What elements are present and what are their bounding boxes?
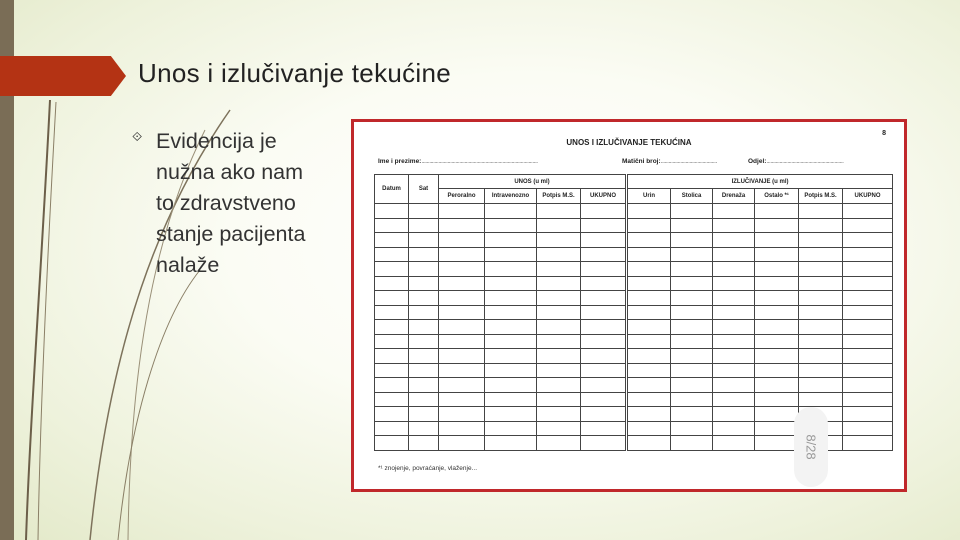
table-cell [627, 233, 671, 248]
table-cell [671, 392, 713, 407]
table-cell [671, 421, 713, 436]
table-cell [843, 392, 893, 407]
output-group-header: IZLUČIVANJE (u ml) [627, 175, 893, 189]
table-cell [485, 436, 537, 451]
table-cell [627, 320, 671, 335]
table-cell [843, 204, 893, 219]
col-output-stool: Stolica [671, 189, 713, 204]
table-cell [485, 349, 537, 364]
table-cell [713, 218, 755, 233]
table-cell [755, 247, 799, 262]
table-cell [627, 218, 671, 233]
table-cell [581, 407, 627, 422]
table-cell [713, 392, 755, 407]
table-cell [409, 247, 439, 262]
table-cell [375, 436, 409, 451]
title-accent-tab [0, 56, 126, 96]
table-cell [755, 291, 799, 306]
table-cell [671, 218, 713, 233]
table-cell [485, 233, 537, 248]
table-cell [799, 218, 843, 233]
intake-group-header: UNOS (u ml) [439, 175, 627, 189]
table-cell [713, 305, 755, 320]
table-cell [485, 291, 537, 306]
table-cell [581, 349, 627, 364]
table-cell [843, 320, 893, 335]
table-row [375, 363, 893, 378]
table-cell [755, 349, 799, 364]
table-cell [439, 363, 485, 378]
table-cell [581, 392, 627, 407]
table-cell [409, 421, 439, 436]
table-cell [843, 421, 893, 436]
table-cell [439, 262, 485, 277]
table-cell [843, 334, 893, 349]
table-cell [713, 378, 755, 393]
table-cell [627, 334, 671, 349]
table-cell [843, 363, 893, 378]
table-cell [375, 276, 409, 291]
table-cell [713, 421, 755, 436]
table-cell [799, 262, 843, 277]
table-cell [671, 320, 713, 335]
table-cell [485, 392, 537, 407]
table-cell [409, 305, 439, 320]
table-cell [409, 233, 439, 248]
table-cell [537, 291, 581, 306]
table-cell [755, 305, 799, 320]
table-cell [375, 218, 409, 233]
table-cell [713, 334, 755, 349]
table-cell [375, 407, 409, 422]
table-cell [581, 276, 627, 291]
table-cell [581, 305, 627, 320]
table-cell [843, 276, 893, 291]
table-row [375, 392, 893, 407]
table-cell [485, 363, 537, 378]
table-cell [671, 334, 713, 349]
table-cell [843, 218, 893, 233]
table-cell [537, 218, 581, 233]
table-cell [537, 363, 581, 378]
table-cell [843, 436, 893, 451]
table-row [375, 276, 893, 291]
table-cell [537, 204, 581, 219]
table-cell [537, 334, 581, 349]
table-cell [671, 291, 713, 306]
table-cell [713, 363, 755, 378]
table-cell [713, 262, 755, 277]
table-cell [755, 204, 799, 219]
table-row [375, 218, 893, 233]
table-cell [755, 218, 799, 233]
table-cell [627, 262, 671, 277]
table-cell [439, 247, 485, 262]
table-cell [671, 305, 713, 320]
table-cell [439, 233, 485, 248]
table-cell [713, 349, 755, 364]
table-row [375, 291, 893, 306]
table-cell [627, 421, 671, 436]
table-cell [581, 378, 627, 393]
table-cell [799, 378, 843, 393]
table-cell [537, 436, 581, 451]
col-output-signature: Potpis M.S. [799, 189, 843, 204]
id-field: Matični broj:........................................... [622, 158, 717, 165]
slide-title: Unos i izlučivanje tekućine [138, 58, 452, 88]
col-intake-signature: Potpis M.S. [537, 189, 581, 204]
table-cell [799, 392, 843, 407]
table-cell [485, 262, 537, 277]
table-cell [537, 320, 581, 335]
table-cell [671, 233, 713, 248]
col-output-urine: Urin [627, 189, 671, 204]
table-cell [375, 305, 409, 320]
table-cell [409, 291, 439, 306]
table-cell [409, 334, 439, 349]
table-cell [375, 421, 409, 436]
table-cell [439, 305, 485, 320]
table-cell [713, 291, 755, 306]
ward-label: Odjel: [748, 158, 767, 165]
col-intake-oral: Peroralno [439, 189, 485, 204]
table-cell [375, 392, 409, 407]
table-cell [485, 407, 537, 422]
table-cell [537, 392, 581, 407]
col-output-other: Ostalo *¹ [755, 189, 799, 204]
table-cell [755, 320, 799, 335]
table-cell [439, 276, 485, 291]
table-cell [439, 436, 485, 451]
table-cell [581, 204, 627, 219]
table-cell [537, 349, 581, 364]
table-cell [627, 349, 671, 364]
table-cell [713, 204, 755, 219]
table-cell [375, 378, 409, 393]
table-cell [627, 407, 671, 422]
table-cell [713, 233, 755, 248]
table-cell [713, 407, 755, 422]
col-time: Sat [409, 175, 439, 204]
bullet-text: Evidencija je nužna ako nam to zdravstveno stanje pacijenta nalaže [156, 129, 306, 277]
table-cell [799, 305, 843, 320]
table-cell [627, 392, 671, 407]
fluid-balance-form-image [351, 119, 907, 492]
table-cell [843, 407, 893, 422]
table-cell [843, 378, 893, 393]
page-indicator-label: 8/28 [803, 434, 819, 460]
table-cell [627, 204, 671, 219]
table-cell [375, 204, 409, 219]
table-cell [755, 276, 799, 291]
table-cell [671, 276, 713, 291]
col-output-drainage: Drenaža [713, 189, 755, 204]
table-cell [581, 436, 627, 451]
table-cell [439, 421, 485, 436]
table-cell [671, 204, 713, 219]
table-cell [799, 349, 843, 364]
table-cell [843, 247, 893, 262]
table-cell [485, 247, 537, 262]
table-cell [485, 276, 537, 291]
table-cell [627, 247, 671, 262]
table-cell [439, 291, 485, 306]
table-cell [671, 436, 713, 451]
table-cell [537, 421, 581, 436]
table-cell [843, 305, 893, 320]
table-row [375, 378, 893, 393]
table-row [375, 320, 893, 335]
table-cell [485, 334, 537, 349]
table-cell [843, 262, 893, 277]
table-cell [375, 262, 409, 277]
table-cell [671, 247, 713, 262]
table-cell [799, 233, 843, 248]
table-cell [581, 218, 627, 233]
table-cell [627, 305, 671, 320]
col-intake-total: UKUPNO [581, 189, 627, 204]
table-cell [799, 291, 843, 306]
table-cell [755, 378, 799, 393]
table-cell [439, 320, 485, 335]
table-cell [713, 247, 755, 262]
table-cell [537, 247, 581, 262]
table-cell [843, 349, 893, 364]
ward-field: Odjel:........................................................... [748, 158, 844, 165]
table-cell [485, 421, 537, 436]
form-page-number: 8 [882, 130, 886, 137]
table-cell [485, 305, 537, 320]
table-cell [843, 291, 893, 306]
table-cell [755, 363, 799, 378]
table-cell [375, 349, 409, 364]
table-cell [439, 218, 485, 233]
name-field: Ime i prezime:......................................................................................... [378, 158, 538, 165]
table-cell [409, 276, 439, 291]
name-label: Ime i prezime: [378, 158, 422, 165]
table-cell [799, 247, 843, 262]
table-cell [581, 291, 627, 306]
table-cell [375, 247, 409, 262]
table-cell [485, 218, 537, 233]
table-cell [537, 233, 581, 248]
table-cell [409, 320, 439, 335]
table-cell [409, 436, 439, 451]
table-cell [375, 233, 409, 248]
col-intake-iv: Intravenozno [485, 189, 537, 204]
table-cell [581, 233, 627, 248]
page-indicator [794, 407, 828, 487]
table-cell [671, 407, 713, 422]
table-cell [799, 276, 843, 291]
table-cell [439, 334, 485, 349]
table-cell [375, 291, 409, 306]
table-row [375, 204, 893, 219]
table-cell [627, 291, 671, 306]
form-footnote: *¹ znojenje, povraćanje, vlaženje... [378, 465, 478, 472]
table-cell [755, 392, 799, 407]
table-cell [375, 334, 409, 349]
table-cell [375, 363, 409, 378]
table-cell [755, 334, 799, 349]
table-cell [409, 204, 439, 219]
table-cell [627, 363, 671, 378]
table-row [375, 305, 893, 320]
table-cell [799, 363, 843, 378]
table-cell [409, 363, 439, 378]
table-cell [843, 233, 893, 248]
table-cell [627, 378, 671, 393]
table-cell [537, 305, 581, 320]
table-cell [581, 320, 627, 335]
table-row [375, 262, 893, 277]
table-row [375, 233, 893, 248]
table-cell [409, 392, 439, 407]
table-cell [409, 378, 439, 393]
form-title: UNOS I IZLUČIVANJE TEKUĆINA [566, 138, 692, 147]
table-cell [439, 349, 485, 364]
table-row [375, 349, 893, 364]
table-cell [755, 407, 799, 422]
table-cell [485, 320, 537, 335]
table-cell [755, 421, 799, 436]
table-cell [439, 392, 485, 407]
table-cell [713, 276, 755, 291]
table-cell [799, 204, 843, 219]
table-cell [755, 262, 799, 277]
table-cell [537, 378, 581, 393]
table-cell [799, 334, 843, 349]
table-cell [581, 421, 627, 436]
table-row [375, 334, 893, 349]
table-cell [485, 378, 537, 393]
id-label: Matični broj: [622, 158, 661, 165]
diamond-arrow-bullet-icon: ⟐ [132, 130, 143, 145]
table-cell [671, 363, 713, 378]
table-cell [713, 436, 755, 451]
table-cell [537, 276, 581, 291]
table-cell [755, 436, 799, 451]
table-cell [537, 262, 581, 277]
table-cell [409, 262, 439, 277]
table-cell [755, 233, 799, 248]
table-cell [537, 407, 581, 422]
table-cell [375, 320, 409, 335]
table-cell [409, 349, 439, 364]
table-cell [581, 334, 627, 349]
table-cell [409, 218, 439, 233]
table-cell [581, 363, 627, 378]
table-cell [627, 276, 671, 291]
col-date: Datum [375, 175, 409, 204]
table-row [375, 247, 893, 262]
table-cell [671, 262, 713, 277]
table-cell [439, 407, 485, 422]
table-cell [671, 349, 713, 364]
table-cell [581, 247, 627, 262]
col-output-total: UKUPNO [843, 189, 893, 204]
table-cell [485, 204, 537, 219]
table-cell [627, 436, 671, 451]
table-cell [581, 262, 627, 277]
table-cell [713, 320, 755, 335]
table-cell [799, 320, 843, 335]
table-cell [439, 204, 485, 219]
table-cell [409, 407, 439, 422]
table-cell [439, 378, 485, 393]
table-cell [671, 378, 713, 393]
